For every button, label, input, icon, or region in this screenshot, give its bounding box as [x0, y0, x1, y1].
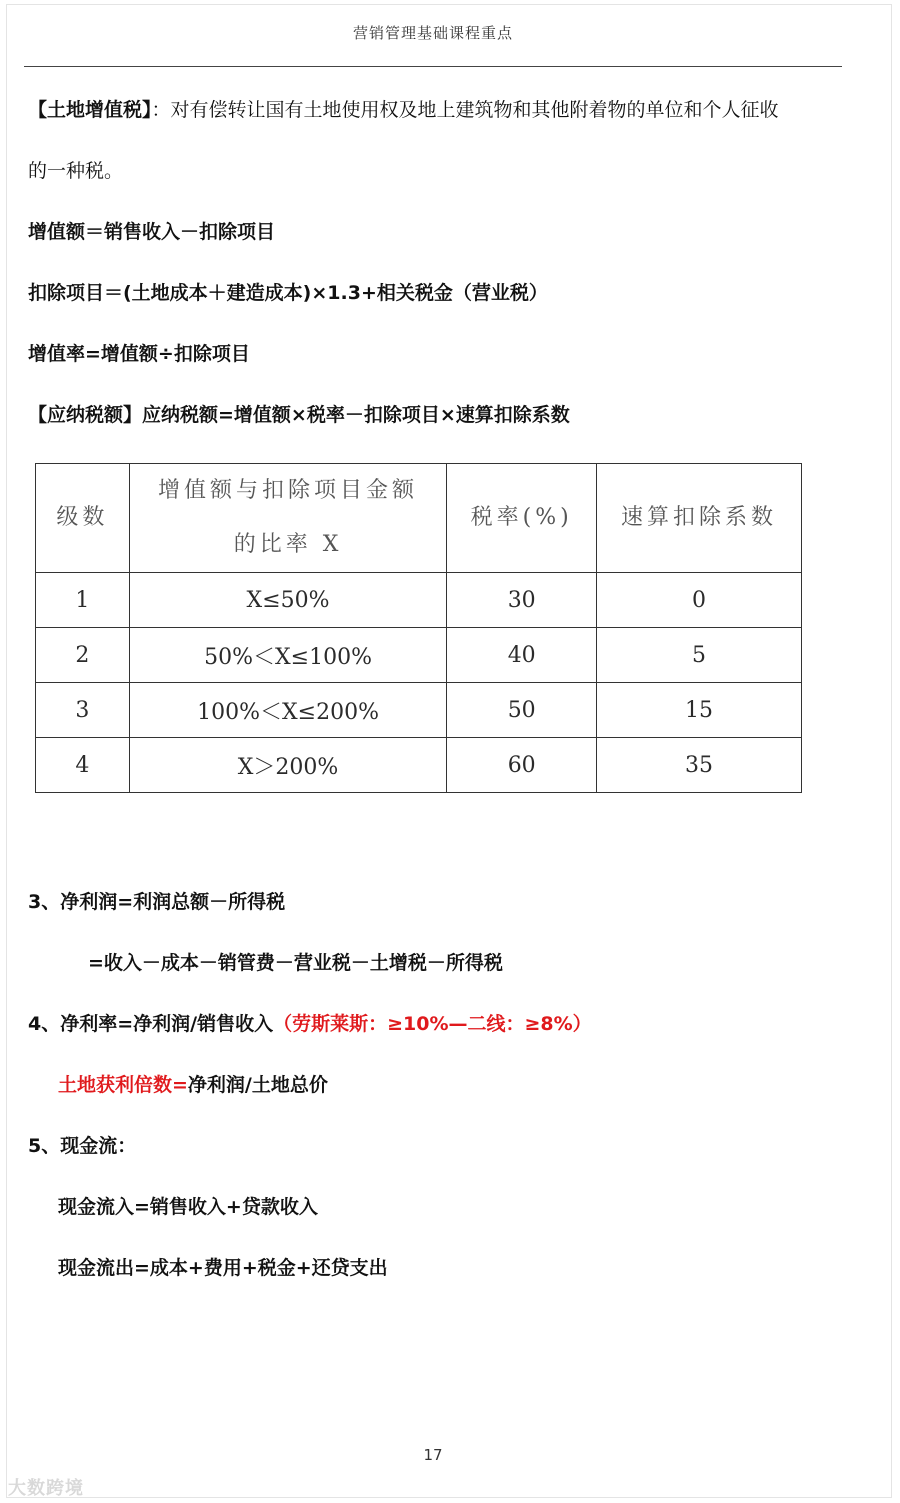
header-coefficient: 速算扣除系数: [596, 464, 801, 573]
header-level: 级数: [36, 464, 130, 573]
header-ratio-line2: 的比率 X: [233, 532, 343, 557]
land-tax-definition-line1: [28, 101, 779, 120]
land-tax-rate-table: [35, 463, 802, 793]
section5-cash-flow-title: 5、现金流：: [28, 1135, 137, 1157]
land-profit-multiple: [58, 1076, 328, 1095]
cell-coefficient: 35: [596, 738, 801, 793]
land-profit-multiple-formula: 净利润/土地总价: [187, 1074, 328, 1096]
cash-inflow-formula: 现金流入=销售收入+贷款收入: [58, 1196, 318, 1218]
cell-ratio: 50%＜X≤100%: [129, 628, 447, 683]
header-rate: 税率(%): [447, 464, 596, 573]
page-number: 17: [423, 1446, 443, 1464]
land-profit-multiple-term: 土地获利倍数=: [58, 1074, 188, 1096]
section4-net-margin: [28, 1015, 592, 1034]
section3-net-profit-expansion: =收入－成本－销管费－营业税－土增税－所得税: [88, 952, 503, 974]
formula-tax-payable: 【应纳税额】应纳税额=增值额×税率－扣除项目×速算扣除系数: [28, 404, 570, 426]
cell-coefficient: 0: [596, 573, 801, 628]
cell-ratio: X≤50%: [129, 573, 447, 628]
cell-rate: 50: [447, 683, 596, 738]
cell-level: 2: [36, 628, 130, 683]
cell-level: 3: [36, 683, 130, 738]
table-row: [36, 628, 802, 683]
cell-rate: 60: [447, 738, 596, 793]
cell-rate: 40: [447, 628, 596, 683]
section3-net-profit: 3、净利润=利润总额－所得税: [28, 891, 286, 913]
cell-coefficient: 15: [596, 683, 801, 738]
land-tax-definition-line2: 的一种税。: [28, 160, 124, 182]
header-ratio-line1: 增值额与扣除项目金额: [158, 478, 419, 503]
cell-ratio: 100%＜X≤200%: [129, 683, 447, 738]
table-header-row: [36, 464, 802, 573]
header-ratio: [129, 464, 447, 573]
land-tax-definition-text: ：对有偿转让国有土地使用权及地上建筑物和其他附着物的单位和个人征收: [151, 99, 779, 121]
cell-level: 4: [36, 738, 130, 793]
table-row: [36, 573, 802, 628]
cell-level: 1: [36, 573, 130, 628]
watermark-logo: 大数跨境: [8, 1478, 84, 1499]
cell-coefficient: 5: [596, 628, 801, 683]
cash-outflow-formula: 现金流出=成本+费用+税金+还贷支出: [58, 1257, 388, 1279]
cell-rate: 30: [447, 573, 596, 628]
section4-benchmark-note: （劳斯莱斯：≥10%—二线：≥8%）: [273, 1013, 592, 1035]
header-rule: [24, 66, 842, 67]
formula-value-added-rate: 增值率=增值额÷扣除项目: [28, 343, 250, 365]
formula-deduction: 扣除项目＝(土地成本＋建造成本)×1.3+相关税金（营业税）: [28, 282, 548, 304]
cell-ratio: X＞200%: [129, 738, 447, 793]
page-header-title: 营销管理基础课程重点: [352, 24, 513, 42]
section4-net-margin-formula: 4、净利率=净利润/销售收入: [28, 1013, 274, 1035]
table-row: [36, 683, 802, 738]
formula-value-added: 增值额＝销售收入－扣除项目: [28, 221, 276, 243]
land-tax-term: 【土地增值税】: [28, 99, 152, 121]
table-row: [36, 738, 802, 793]
